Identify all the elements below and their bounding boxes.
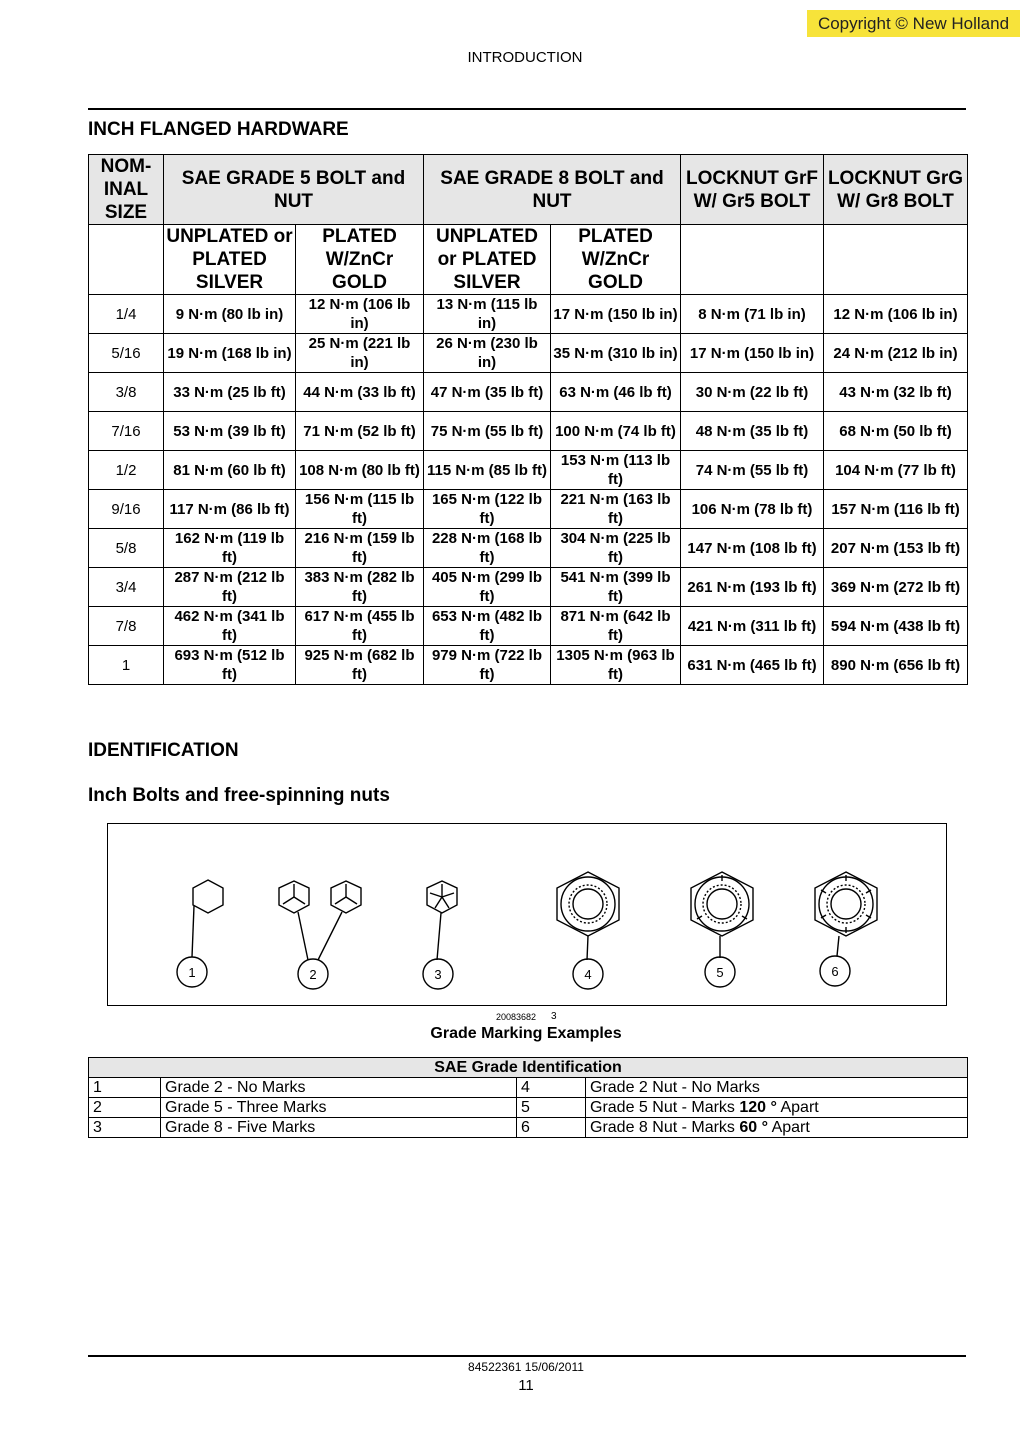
torque-value-cell: 631 N·m (465 lb ft) [681, 646, 824, 685]
torque-value-cell: 71 N·m (52 lb ft) [296, 412, 424, 451]
torque-value-cell: 75 N·m (55 lb ft) [424, 412, 551, 451]
subheader-grade5-unplated: UNPLATED or PLATED SILVER [164, 225, 296, 295]
torque-value-cell: 44 N·m (33 lb ft) [296, 373, 424, 412]
torque-subheader-row [89, 225, 968, 295]
table-row [89, 529, 968, 568]
nominal-size-cell: 7/16 [89, 412, 164, 451]
grade2-bolt-head-icon [192, 880, 223, 957]
torque-value-cell: 304 N·m (225 lb ft) [551, 529, 681, 568]
torque-value-cell: 26 N·m (230 lb in) [424, 334, 551, 373]
nominal-size-cell: 3/4 [89, 568, 164, 607]
nominal-size-cell: 1/2 [89, 451, 164, 490]
torque-value-cell: 17 N·m (150 lb in) [551, 295, 681, 334]
torque-value-cell: 925 N·m (682 lb ft) [296, 646, 424, 685]
torque-value-cell: 81 N·m (60 lb ft) [164, 451, 296, 490]
torque-value-cell: 104 N·m (77 lb ft) [824, 451, 968, 490]
torque-value-cell: 156 N·m (115 lb ft) [296, 490, 424, 529]
torque-value-cell: 12 N·m (106 lb in) [824, 295, 968, 334]
torque-value-cell: 617 N·m (455 lb ft) [296, 607, 424, 646]
torque-value-cell: 9 N·m (80 lb in) [164, 295, 296, 334]
table-row [89, 1118, 968, 1138]
header-grade8: SAE GRADE 8 BOLT and NUT [424, 155, 681, 225]
grade-number-cell: 2 [89, 1098, 161, 1118]
torque-value-cell: 100 N·m (74 lb ft) [551, 412, 681, 451]
subheader-grade8-unplated: UNPLATED or PLATED SILVER [424, 225, 551, 295]
grade-angle-value: 120 ° [739, 1099, 777, 1116]
torque-value-cell: 421 N·m (311 lb ft) [681, 607, 824, 646]
page-number: 11 [518, 1377, 534, 1394]
grade-angle-value: 60 ° [739, 1119, 769, 1136]
table-row [89, 607, 968, 646]
torque-value-cell: 871 N·m (642 lb ft) [551, 607, 681, 646]
header-locknut-grg: LOCKNUT GrG W/ Gr8 BOLT [824, 155, 968, 225]
torque-value-cell: 47 N·m (35 lb ft) [424, 373, 551, 412]
grade-description-suffix: Apart [776, 1099, 819, 1116]
callout-label: 5 [716, 965, 724, 980]
grade-identification-table [88, 1057, 968, 1138]
subheader-empty [824, 225, 968, 295]
torque-value-cell: 157 N·m (116 lb ft) [824, 490, 968, 529]
table-row [89, 412, 968, 451]
torque-value-cell: 12 N·m (106 lb in) [296, 295, 424, 334]
copyright-banner: Copyright © New Holland [807, 10, 1020, 37]
torque-value-cell: 43 N·m (32 lb ft) [824, 373, 968, 412]
document-id: 84522361 15/06/2011 [468, 1360, 584, 1374]
subheader-empty [89, 225, 164, 295]
grade-description-text: Grade 2 Nut - No Marks [590, 1079, 760, 1096]
torque-value-cell: 462 N·m (341 lb ft) [164, 607, 296, 646]
torque-value-cell: 261 N·m (193 lb ft) [681, 568, 824, 607]
grade-description-cell: Grade 5 - Three Marks [161, 1098, 517, 1118]
subheader-empty [681, 225, 824, 295]
torque-value-cell: 207 N·m (153 lb ft) [824, 529, 968, 568]
torque-value-cell: 63 N·m (46 lb ft) [551, 373, 681, 412]
torque-value-cell: 53 N·m (39 lb ft) [164, 412, 296, 451]
torque-value-cell: 228 N·m (168 lb ft) [424, 529, 551, 568]
grade8-bolt-head-icon [427, 881, 457, 960]
nominal-size-cell: 7/8 [89, 607, 164, 646]
callout-label: 6 [831, 964, 839, 979]
top-rule [88, 108, 966, 110]
nominal-size-cell: 3/8 [89, 373, 164, 412]
torque-value-cell: 153 N·m (113 lb ft) [551, 451, 681, 490]
figure-caption: Grade Marking Examples [430, 1025, 622, 1042]
grade-description-cell: Grade 2 - No Marks [161, 1078, 517, 1098]
torque-value-cell: 594 N·m (438 lb ft) [824, 607, 968, 646]
figure-image-id: 20083682 [496, 1012, 537, 1022]
table-row [89, 568, 968, 607]
callout-label: 1 [188, 965, 196, 980]
nominal-size-cell: 5/8 [89, 529, 164, 568]
torque-value-cell: 147 N·m (108 lb ft) [681, 529, 824, 568]
torque-value-cell: 541 N·m (399 lb ft) [551, 568, 681, 607]
grade5-nut-icon [691, 872, 753, 958]
torque-value-cell: 25 N·m (221 lb in) [296, 334, 424, 373]
torque-value-cell: 693 N·m (512 lb ft) [164, 646, 296, 685]
grade-description-cell: Grade 8 - Five Marks [161, 1118, 517, 1138]
torque-value-cell: 8 N·m (71 lb in) [681, 295, 824, 334]
grade-number-cell: 3 [89, 1118, 161, 1138]
grade-description-cell [586, 1098, 968, 1118]
grade8-nut-icon [815, 872, 877, 956]
torque-value-cell: 653 N·m (482 lb ft) [424, 607, 551, 646]
torque-value-cell: 115 N·m (85 lb ft) [424, 451, 551, 490]
identification-title: IDENTIFICATION [88, 740, 239, 761]
header-grade5: SAE GRADE 5 BOLT and NUT [164, 155, 424, 225]
header-locknut-grf: LOCKNUT GrF W/ Gr5 BOLT [681, 155, 824, 225]
torque-value-cell: 68 N·m (50 lb ft) [824, 412, 968, 451]
callout-label: 4 [584, 967, 592, 982]
torque-value-cell: 405 N·m (299 lb ft) [424, 568, 551, 607]
section-header: INTRODUCTION [467, 49, 583, 66]
torque-value-cell: 117 N·m (86 lb ft) [164, 490, 296, 529]
grade-description-text: Grade 8 Nut - Marks [590, 1119, 740, 1136]
torque-value-cell: 1305 N·m (963 lb ft) [551, 646, 681, 685]
figure-number: 3 [551, 1011, 557, 1022]
torque-table [88, 154, 968, 685]
torque-value-cell: 17 N·m (150 lb in) [681, 334, 824, 373]
torque-value-cell: 165 N·m (122 lb ft) [424, 490, 551, 529]
torque-value-cell: 74 N·m (55 lb ft) [681, 451, 824, 490]
grade-description-text: Grade 5 Nut - Marks [590, 1099, 740, 1116]
nominal-size-cell: 1/4 [89, 295, 164, 334]
subsection-title: Inch Bolts and free-spinning nuts [88, 785, 390, 806]
torque-value-cell: 221 N·m (163 lb ft) [551, 490, 681, 529]
torque-value-cell: 287 N·m (212 lb ft) [164, 568, 296, 607]
grade-description-cell [586, 1118, 968, 1138]
torque-value-cell: 24 N·m (212 lb in) [824, 334, 968, 373]
torque-value-cell: 383 N·m (282 lb ft) [296, 568, 424, 607]
nominal-size-cell: 5/16 [89, 334, 164, 373]
subheader-grade8-plated: PLATED W/ZnCr GOLD [551, 225, 681, 295]
table-row [89, 334, 968, 373]
grade-number-cell: 6 [517, 1118, 586, 1138]
header-nominal-size: NOM-INAL SIZE [89, 155, 164, 225]
nominal-size-cell: 1 [89, 646, 164, 685]
torque-value-cell: 216 N·m (159 lb ft) [296, 529, 424, 568]
table-row [89, 490, 968, 529]
torque-value-cell: 33 N·m (25 lb ft) [164, 373, 296, 412]
torque-value-cell: 30 N·m (22 lb ft) [681, 373, 824, 412]
callout-label: 2 [309, 967, 317, 982]
torque-value-cell: 108 N·m (80 lb ft) [296, 451, 424, 490]
torque-value-cell: 106 N·m (78 lb ft) [681, 490, 824, 529]
grade2-nut-icon [557, 872, 619, 960]
torque-value-cell: 369 N·m (272 lb ft) [824, 568, 968, 607]
grade-number-cell: 5 [517, 1098, 586, 1118]
torque-value-cell: 890 N·m (656 lb ft) [824, 646, 968, 685]
torque-value-cell: 162 N·m (119 lb ft) [164, 529, 296, 568]
grade-table-title: SAE Grade Identification [89, 1058, 968, 1078]
torque-value-cell: 979 N·m (722 lb ft) [424, 646, 551, 685]
grade-description-cell [586, 1078, 968, 1098]
grade-number-cell: 4 [517, 1078, 586, 1098]
torque-value-cell: 13 N·m (115 lb in) [424, 295, 551, 334]
table-row [89, 295, 968, 334]
nominal-size-cell: 9/16 [89, 490, 164, 529]
table-row [89, 451, 968, 490]
table-row [89, 373, 968, 412]
torque-value-cell: 19 N·m (168 lb in) [164, 334, 296, 373]
grade-marking-figure [107, 823, 947, 1006]
table-row [89, 646, 968, 685]
grade5-bolt-head-icon [279, 881, 361, 960]
subheader-grade5-plated: PLATED W/ZnCr GOLD [296, 225, 424, 295]
fastener-drawings [108, 824, 946, 1005]
bottom-rule [88, 1355, 966, 1357]
page-title: INCH FLANGED HARDWARE [88, 119, 349, 140]
torque-value-cell: 48 N·m (35 lb ft) [681, 412, 824, 451]
callout-label: 3 [434, 967, 442, 982]
torque-value-cell: 35 N·m (310 lb in) [551, 334, 681, 373]
table-row [89, 1078, 968, 1098]
torque-header-row [89, 155, 968, 225]
grade-description-suffix: Apart [768, 1119, 810, 1136]
table-row [89, 1098, 968, 1118]
grade-number-cell: 1 [89, 1078, 161, 1098]
